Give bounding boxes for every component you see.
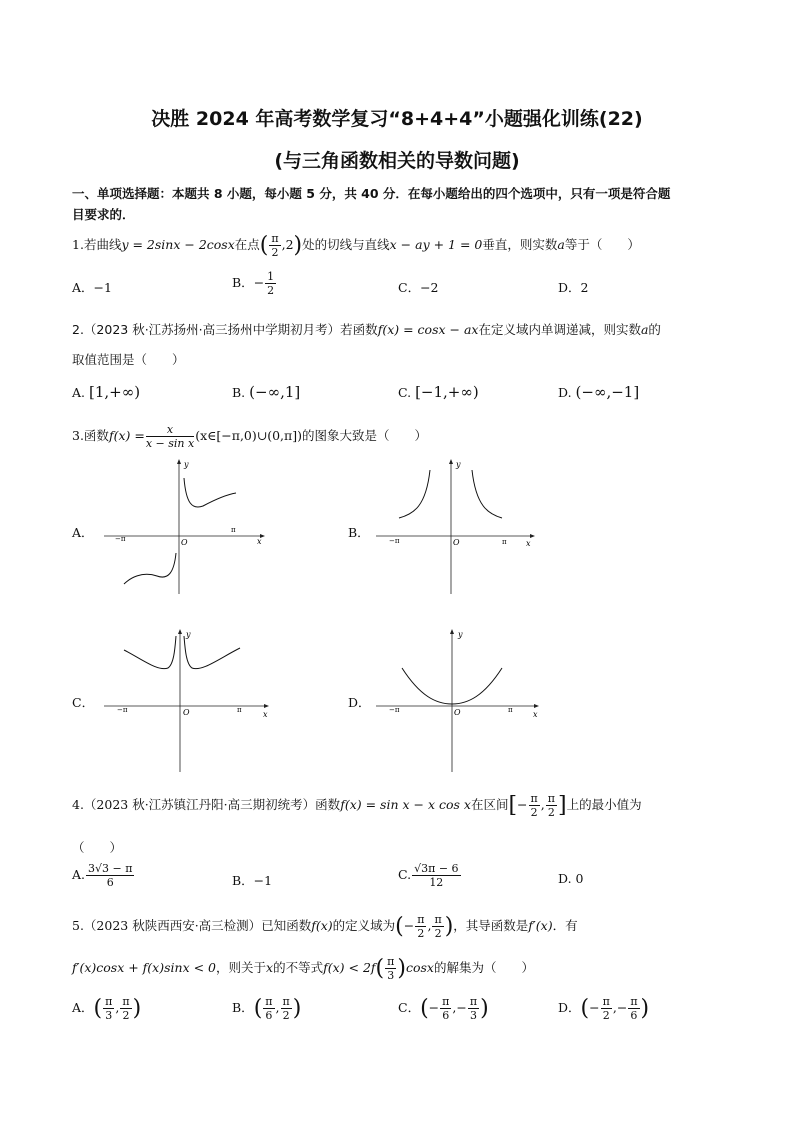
q1-text-e: 等于（ ） bbox=[564, 237, 640, 252]
q5-ineq-r: cosx bbox=[405, 960, 434, 975]
q2-opt-b-val: (−∞,1] bbox=[249, 383, 301, 401]
frac-den: 2 bbox=[434, 927, 442, 940]
q1-expr: y = 2sinx − 2cosx bbox=[121, 237, 235, 252]
paren-open: ( bbox=[93, 996, 103, 1021]
frac-num: π bbox=[122, 995, 130, 1008]
q1-text-d: 垂直，则实数 bbox=[482, 237, 558, 252]
y-arrow bbox=[449, 459, 453, 464]
question-5: 5.（2023 秋陕西西安·高三检测）已知函数f(x)的定义域为(− $\frac{\pi}{2}$ , $\frac{\pi}{2}$ )，其导函数是f′(x)．有 bbox=[72, 913, 578, 940]
frac-num: π bbox=[387, 955, 395, 968]
pi-over-2 bbox=[269, 232, 280, 259]
frac-a2 bbox=[120, 995, 131, 1022]
q4-option-a[interactable] bbox=[72, 862, 135, 889]
origin-label: O bbox=[183, 708, 190, 717]
axis-x-label: x bbox=[526, 539, 531, 548]
q2-var: a bbox=[640, 322, 649, 337]
frac-den: 2 bbox=[417, 927, 425, 940]
q3-text-b: 的图象大致是（ ） bbox=[302, 428, 428, 443]
x-arrow bbox=[264, 704, 269, 708]
curve-right bbox=[472, 470, 502, 518]
paren-close: ) bbox=[640, 996, 650, 1021]
frac-den: 6 bbox=[265, 1009, 273, 1022]
frac-den: 2 bbox=[602, 1009, 610, 1022]
pi-over-3 bbox=[385, 955, 396, 982]
pi-over-2-left bbox=[529, 792, 540, 819]
frac-num: 1 bbox=[267, 270, 275, 283]
frac-den: 2 bbox=[547, 806, 555, 819]
pos-pi-label: π bbox=[231, 526, 236, 534]
axis-x-label: x bbox=[533, 710, 538, 719]
graph-b-label[interactable]: B． bbox=[348, 525, 370, 540]
paren-open: ( bbox=[580, 996, 590, 1021]
q5-cond: f′(x)cosx + f(x)sinx < 0 bbox=[72, 960, 216, 975]
frac-den: 2 bbox=[530, 806, 538, 819]
q1-option-c[interactable]: C．−2 bbox=[398, 280, 439, 295]
frac-den: 3 bbox=[387, 969, 395, 982]
q1-line-expr: x − ay + 1 = 0 bbox=[389, 237, 483, 252]
q3-func-lhs: f(x) = bbox=[108, 428, 145, 443]
frac-d1 bbox=[601, 995, 612, 1022]
neg-pi-label: −π bbox=[117, 706, 128, 714]
q3-text-a: 3.函数 bbox=[72, 428, 109, 443]
neg-pi-label: −π bbox=[389, 537, 400, 545]
q2-option-b[interactable] bbox=[232, 383, 300, 401]
q5-opt-a-label: A． bbox=[72, 1000, 94, 1015]
q1-option-a[interactable]: A．−1 bbox=[72, 280, 112, 295]
x-arrow bbox=[534, 704, 539, 708]
neg-sign: − bbox=[428, 1000, 440, 1015]
q1-num: 1. bbox=[72, 237, 84, 252]
page-subtitle: (与三角函数相关的导数问题) bbox=[274, 150, 520, 172]
neg-pi-label: −π bbox=[115, 535, 126, 543]
q5-text-d: ．有 bbox=[552, 918, 578, 933]
one-half bbox=[265, 270, 276, 297]
neg-pi-over-2 bbox=[415, 913, 426, 940]
q2-opt-c-val: [−1,+∞) bbox=[415, 383, 479, 401]
pos-pi-label: π bbox=[508, 706, 513, 714]
q5-text-a: 已知函数 bbox=[261, 918, 312, 933]
q1-text-a: 若曲线 bbox=[83, 237, 122, 252]
graph-c[interactable] bbox=[100, 628, 275, 773]
frac-d2 bbox=[628, 995, 639, 1022]
frac-den: 3 bbox=[469, 1009, 477, 1022]
q4-opt-a-label: A. bbox=[72, 867, 86, 882]
frac-num: x bbox=[146, 423, 194, 437]
y-arrow bbox=[177, 459, 181, 464]
frac-den: 6 bbox=[106, 876, 114, 889]
q5-option-c[interactable]: C．(− $\frac{\pi}{6}$ ,− $\frac{\pi}{3}$ ) bbox=[398, 995, 489, 1022]
axis-y-label: y bbox=[184, 460, 189, 469]
pos-pi-label: π bbox=[502, 538, 507, 546]
q1-opt-b-label: B． bbox=[232, 275, 254, 290]
q5-opt-b-label: B． bbox=[232, 1000, 254, 1015]
origin-label: O bbox=[181, 538, 188, 547]
frac-b1 bbox=[263, 995, 274, 1022]
section-desc-2: 目要求的． bbox=[72, 207, 135, 222]
question-3 bbox=[72, 423, 427, 450]
q2-option-a[interactable] bbox=[72, 383, 140, 401]
frac-c2 bbox=[468, 995, 479, 1022]
y-arrow bbox=[450, 629, 454, 634]
section-intro bbox=[72, 184, 670, 202]
q5-source: 5.（2023 秋陕西西安·高三检测） bbox=[72, 918, 262, 933]
pi-over-2-right bbox=[546, 792, 557, 819]
q1-var: a bbox=[557, 237, 565, 252]
q4-text-a: 函数 bbox=[315, 797, 341, 812]
pos-pi-label: π bbox=[237, 706, 242, 714]
q5-opt-c-label: C． bbox=[398, 1000, 421, 1015]
q1-option-d[interactable]: D．2 bbox=[558, 280, 589, 295]
q2-option-c[interactable] bbox=[398, 383, 479, 401]
graph-a[interactable] bbox=[100, 458, 270, 596]
q2-text-c: 的 bbox=[648, 322, 661, 337]
origin-label: O bbox=[454, 708, 461, 717]
frac-den: 2 bbox=[271, 246, 279, 259]
neg-sign: − bbox=[616, 1000, 628, 1015]
y-arrow bbox=[178, 629, 182, 634]
axis-y-label: y bbox=[458, 630, 463, 639]
q4-func: f(x) = sin x − x cos x bbox=[340, 797, 471, 812]
frac-den: 12 bbox=[429, 876, 444, 889]
frac-num: 3√3 − π bbox=[88, 862, 133, 875]
pi-over-2 bbox=[432, 913, 443, 940]
frac-num: π bbox=[530, 792, 538, 805]
question-4: 4.（2023 秋·江苏镇江丹阳·高三期初统考）函数f(x) = sin x − x cos x在区间[− $\frac{\pi}{2}$ , $\frac{\pi}{2}$ ]上的最小值为 bbox=[72, 792, 642, 819]
origin-label: O bbox=[453, 538, 460, 547]
q2-opt-c-label: C. bbox=[398, 385, 412, 400]
q2-opt-a-val: [1,+∞) bbox=[89, 383, 141, 401]
q1-text-b: 在点 bbox=[234, 237, 260, 252]
curve-left bbox=[399, 470, 430, 518]
frac-num: π bbox=[630, 995, 638, 1008]
q2-text-b: 在定义域内单调递减，则实数 bbox=[478, 322, 641, 337]
q2-func: f(x) = cosx − ax bbox=[377, 322, 479, 337]
frac-num: √3π − 6 bbox=[414, 862, 459, 875]
q5-opt-d-label: D． bbox=[558, 1000, 581, 1015]
q5-text-f: 的不等式 bbox=[273, 960, 324, 975]
frac-num: π bbox=[105, 995, 113, 1008]
q5-option-d[interactable]: D．(− $\frac{\pi}{2}$ ,− $\frac{\pi}{6}$ ) bbox=[558, 995, 650, 1022]
frac-den: x − sin x bbox=[145, 437, 195, 450]
q5-fx: f(x) bbox=[311, 918, 333, 933]
frac-num: π bbox=[434, 913, 442, 926]
q2-opt-d-val: (−∞,−1] bbox=[575, 383, 640, 401]
q5-fpx: f′(x) bbox=[528, 918, 553, 933]
q3-fraction bbox=[146, 423, 194, 450]
graph-d[interactable] bbox=[372, 628, 547, 773]
frac-num: π bbox=[271, 232, 279, 245]
q3-domain: (x∈[−π,0)∪(0,π]) bbox=[195, 428, 302, 443]
q2-option-d[interactable] bbox=[558, 383, 639, 401]
curve-right bbox=[184, 636, 240, 669]
paren-open: ( bbox=[253, 996, 263, 1021]
q4-text-c: 上的最小值为 bbox=[566, 797, 642, 812]
frac-den: 2 bbox=[267, 284, 275, 297]
axis-x-label: x bbox=[257, 537, 262, 546]
frac-num: π bbox=[602, 995, 610, 1008]
frac-num: π bbox=[282, 995, 290, 1008]
bracket-open: [ bbox=[508, 793, 518, 818]
q5-text-g: 的解集为（ ） bbox=[433, 960, 534, 975]
neg-sign: − bbox=[403, 918, 415, 933]
axis-y-label: y bbox=[186, 630, 191, 639]
q4-opt-c-label: C. bbox=[398, 867, 412, 882]
q5-line2 bbox=[72, 955, 534, 982]
question-2 bbox=[72, 320, 661, 338]
x-arrow bbox=[530, 534, 535, 538]
q2-source: 2.（2023 秋·江苏扬州·高三扬州中学期初月考） bbox=[72, 322, 341, 337]
q4-option-c[interactable] bbox=[398, 862, 462, 889]
q4-option-b[interactable]: B．−1 bbox=[232, 873, 273, 888]
q2-line2: 取值范围是（ ） bbox=[72, 352, 185, 367]
q4-opt-a-frac bbox=[86, 862, 134, 889]
section-heading: 一、单项选择题： bbox=[72, 186, 173, 201]
q2-opt-b-label: B. bbox=[232, 385, 246, 400]
paren-open: ( bbox=[375, 956, 385, 981]
neg-sign: − bbox=[456, 1000, 467, 1015]
paren-open: ( bbox=[395, 914, 404, 939]
paren-close: ) bbox=[132, 996, 142, 1021]
paren-close: ) bbox=[292, 996, 302, 1021]
graph-b[interactable] bbox=[372, 458, 542, 596]
q2-opt-d-label: D. bbox=[558, 385, 572, 400]
axis-y-label: y bbox=[456, 460, 461, 469]
curve-left bbox=[124, 636, 176, 669]
frac-den: 6 bbox=[630, 1009, 638, 1022]
section-desc-1: 本题共 8 小题，每小题 5 分，共 40 分．在每小题给出的四个选项中，只有一项是符合题 bbox=[172, 186, 671, 201]
neg-pi-label: −π bbox=[389, 706, 400, 714]
page-title: 决胜 2024 年高考数学复习“8+4+4”小题强化训练(22) bbox=[151, 108, 643, 130]
q5-var: x bbox=[266, 960, 274, 975]
paren-close: ) bbox=[397, 956, 406, 981]
frac-den: 2 bbox=[122, 1009, 130, 1022]
q4-line2: （ ） bbox=[72, 840, 123, 855]
axis-x-label: x bbox=[263, 710, 268, 719]
frac-c1 bbox=[440, 995, 451, 1022]
bracket-close: ] bbox=[557, 793, 567, 818]
q5-option-a[interactable]: A．( $\frac{\pi}{3}$ , $\frac{\pi}{2}$ ) bbox=[72, 995, 142, 1022]
frac-a1 bbox=[103, 995, 114, 1022]
frac-num: π bbox=[265, 995, 273, 1008]
paren-open: ( bbox=[420, 996, 429, 1021]
q1-option-b[interactable] bbox=[232, 270, 277, 297]
curve-right bbox=[184, 478, 236, 507]
paren-close: ) bbox=[480, 996, 489, 1021]
frac-num: π bbox=[417, 913, 425, 926]
q4-source: 4.（2023 秋·江苏镇江丹阳·高三期初统考） bbox=[72, 797, 316, 812]
q1-point-tail: ,2 bbox=[281, 237, 294, 252]
frac-den: 3 bbox=[105, 1009, 113, 1022]
q5-text-e: ，则关于 bbox=[216, 960, 267, 975]
question-1 bbox=[72, 232, 640, 259]
q5-text-c: ，其导函数是 bbox=[453, 918, 529, 933]
q2-text-a: 若函数 bbox=[340, 322, 378, 337]
frac-num: π bbox=[469, 995, 478, 1008]
graph-d-label[interactable]: D． bbox=[348, 695, 371, 710]
q1-opt-b-sign: − bbox=[253, 275, 265, 290]
q4-option-d[interactable]: D. 0 bbox=[558, 871, 584, 886]
neg-sign: − bbox=[589, 1000, 600, 1015]
curve-left bbox=[124, 553, 176, 584]
q4-neg-sign: − bbox=[517, 797, 528, 812]
q1-text-c: 处的切线与直线 bbox=[302, 237, 390, 252]
frac-num: π bbox=[442, 995, 450, 1008]
q5-option-b[interactable]: B．( $\frac{\pi}{6}$ , $\frac{\pi}{2}$ ) bbox=[232, 995, 302, 1022]
q4-opt-c-frac bbox=[412, 862, 460, 889]
frac-den: 6 bbox=[442, 1009, 450, 1022]
frac-den: 2 bbox=[282, 1009, 290, 1022]
q2-opt-a-label: A. bbox=[72, 385, 86, 400]
q5-ineq-l: f(x) < 2f bbox=[323, 960, 376, 975]
frac-num: π bbox=[547, 792, 555, 805]
paren-open: ( bbox=[259, 233, 269, 258]
q5-text-b: 的定义域为 bbox=[332, 918, 396, 933]
paren-close: ) bbox=[444, 914, 454, 939]
graph-c-label[interactable]: C． bbox=[72, 695, 95, 710]
frac-b2 bbox=[281, 995, 292, 1022]
graph-a-label[interactable]: A． bbox=[72, 525, 94, 540]
paren-close: ) bbox=[293, 233, 303, 258]
q4-text-b: 在区间 bbox=[470, 797, 509, 812]
